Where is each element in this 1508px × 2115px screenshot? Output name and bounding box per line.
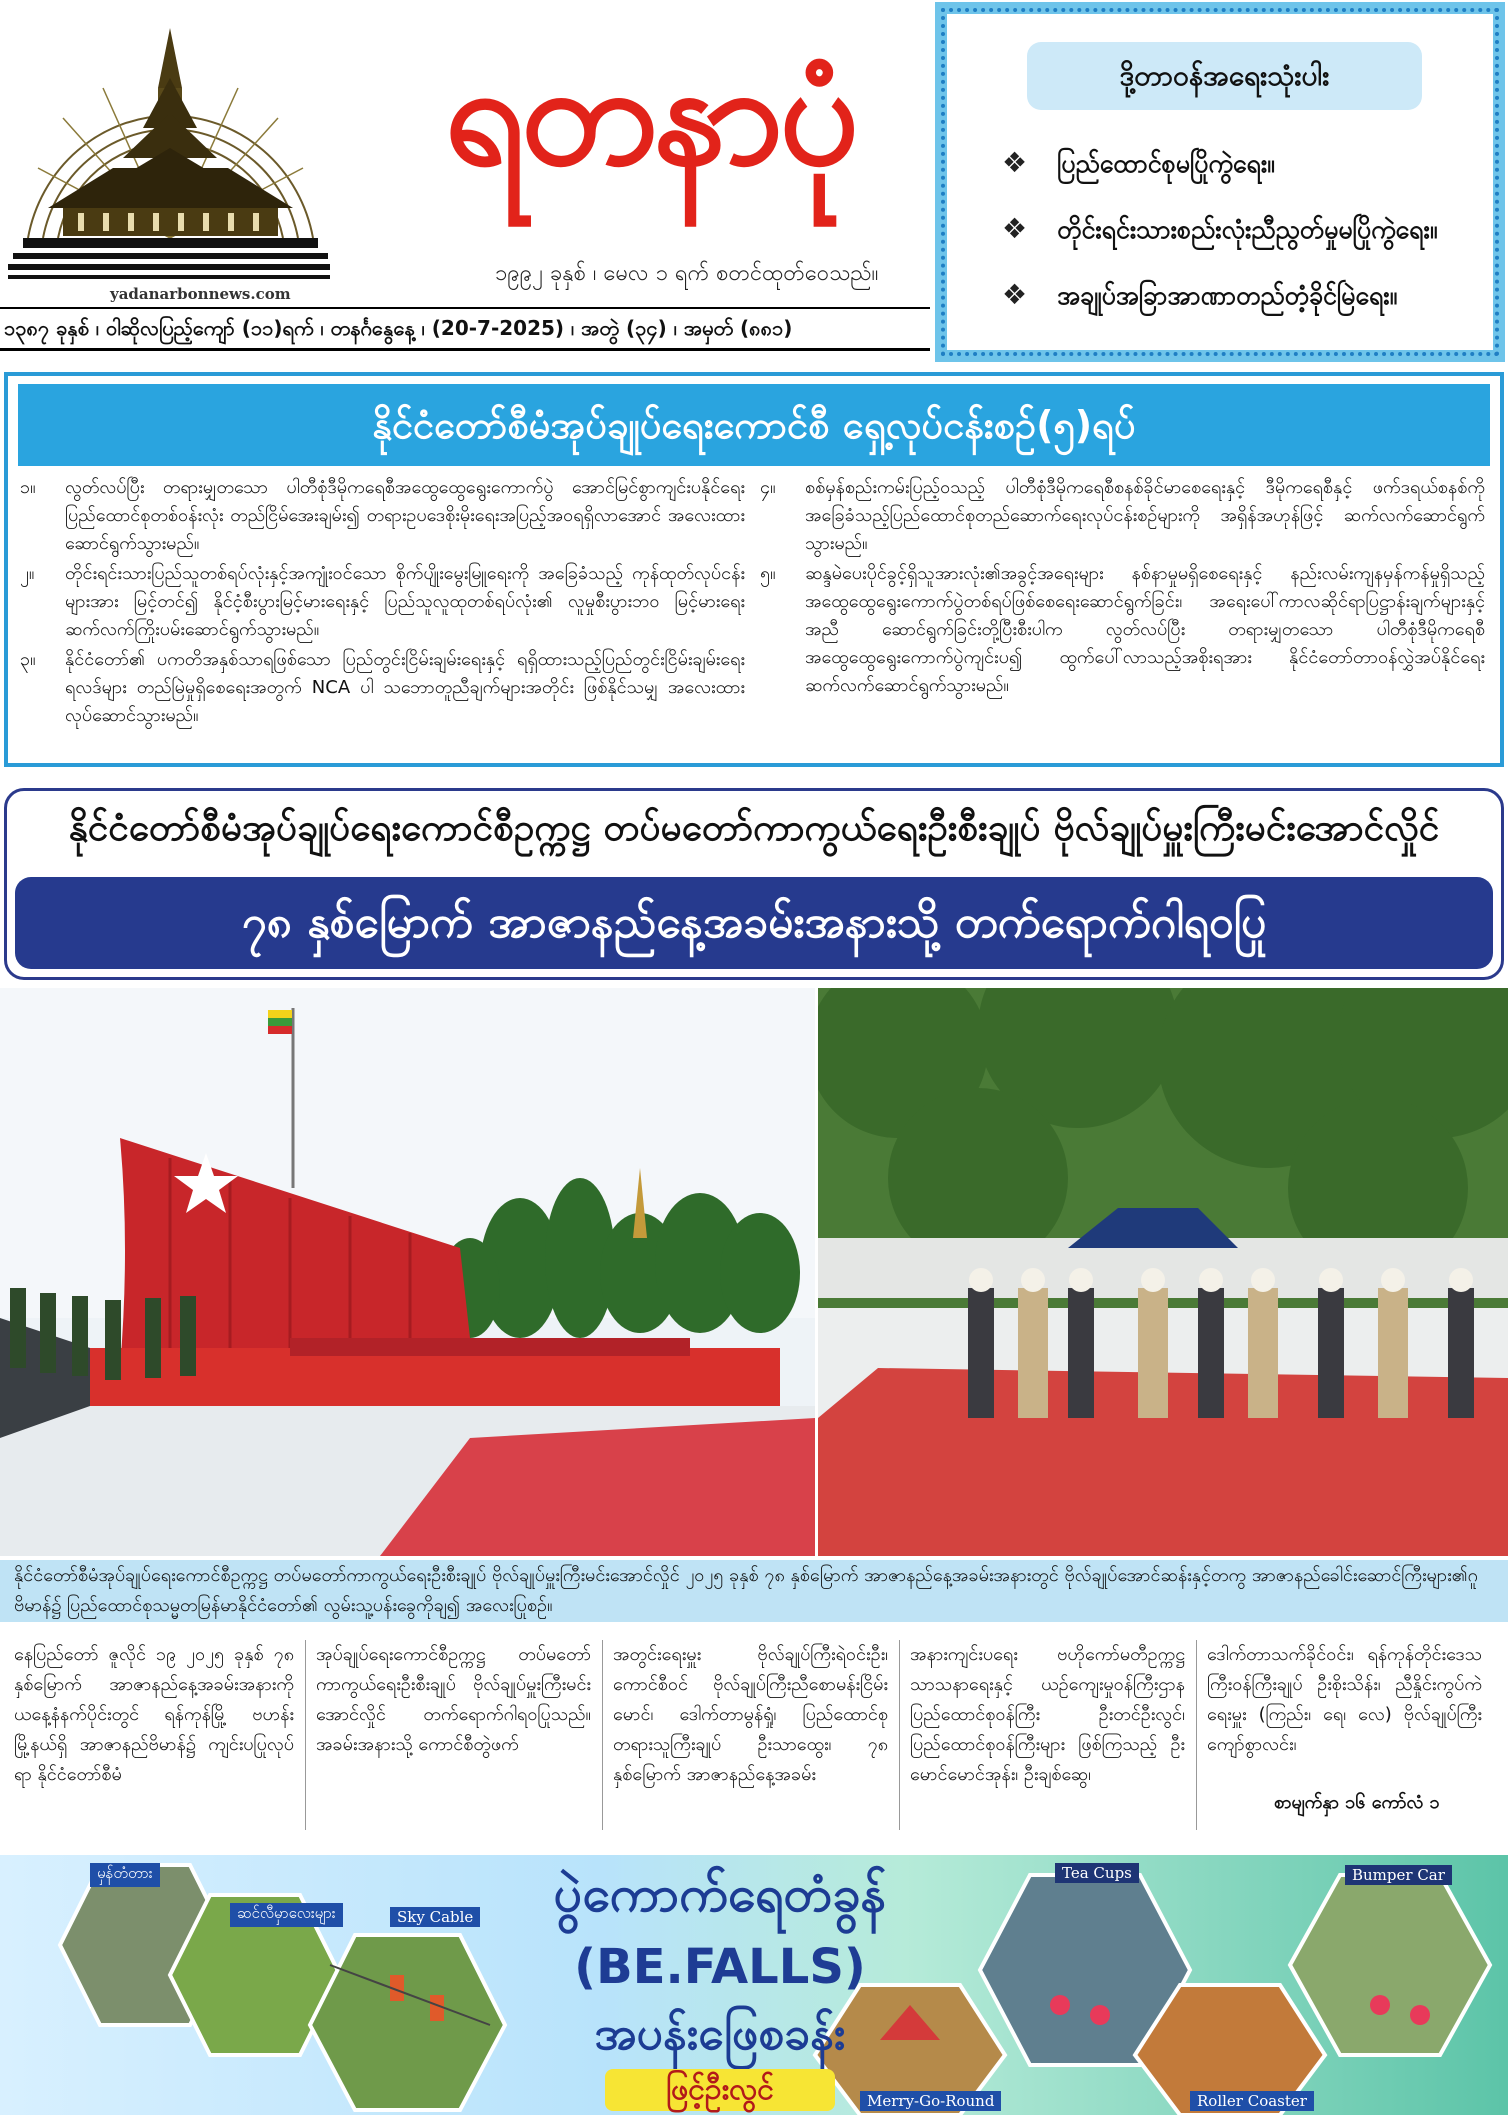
policy-box [4,372,1504,767]
advertisement [0,1855,1508,2115]
advert-label-bumper-car: Bumper Car [1345,1865,1452,1885]
palace-logo [8,8,330,308]
palace-logo-graphic [8,8,330,308]
policy-item-text: တိုင်းရင်းသားပြည်သူတစ်ရပ်လုံးနှင့်အကျုံးဝင်သော စိုက်ပျိုးမွေးမြူရေးကို အခြေခံသည့် ကုန်ထုတ်လုပ်ငန်းများအား မြင့်တင်၍ နိုင်ငံ့စီးပွားမြင့်မားရေးနှင့် ပြည်သူလူထုတစ်ရပ်လုံး၏ လူမှုစီးပွားဘဝ မြင့်မားရေး ဆက်လက်ကြိုးပမ်းဆောင်ရွက်သွားမည်။ [65,563,745,640]
article-column: အတွင်းရေးမှူး ဗိုလ်ချုပ်ကြီးရဲဝင်းဦး၊ ကောင်စီဝင် ဗိုလ်ချုပ်ကြီးညီစောမန်းငြိမ်းမောင်၊ ဒေါက်တာမွန်ရှုံ၊ ပြည်ထောင်စုတရားသူကြီးချုပ် ဦးသာထွေး၊ ၇၈ နှစ်မြောက် အာဇာနည်နေ့အခမ်း [613,1644,888,1785]
slogan-item [1002,278,1397,317]
column-divider [1196,1640,1197,1830]
slogan-title: ဒို့တာဝန်အရေးသုံးပါး [1027,42,1422,110]
policy-item [20,560,745,644]
advert-label-roller-coaster: Roller Coaster [1190,2091,1314,2111]
photo-caption: နိုင်ငံတော်စီမံအုပ်ချုပ်ရေးကောင်စီဥက္ကဋ္ဌ တပ်မတော်ကာကွယ်ရေးဦးစီးချုပ် ဗိုလ်ချုပ်မှူးကြီးမင်းအောင်လှိုင် ၂၀၂၅ ခုနှစ် ၇၈ နှစ်မြောက် အာဇာနည်နေ့အခမ်းအနားတွင် ဗိုလ်ချုပ်အောင်ဆန်းနှင့်တကွ အာဇာနည်ခေါင်းဆောင်ကြီးများ၏ဂူဗိမာန်၌ ပြည်ထောင်စုသမ္မတမြန်မာနိုင်ငံတော်၏ လွမ်းသူ့ပန်းခွေကိုချ၍ အလေးပြုစဉ်။ [0,1560,1508,1622]
policy-item [20,646,745,730]
photo-martyrs-mausoleum [0,988,815,1556]
policy-column-right [760,474,1485,702]
headline-box [4,788,1504,980]
column-divider [602,1640,603,1830]
headline-main: ၇၈ နှစ်မြောက် အာဇာနည်နေ့အခမ်းအနားသို့ တက်ရောက်ဂါရဝပြု [15,877,1493,969]
policy-item-number: ၃။ [20,649,36,670]
slogan-box [935,2,1505,362]
slogan-item [1002,212,1437,251]
diamond-bullet-icon: ❖ [1002,212,1028,245]
photo-wreath-ceremony [818,988,1508,1556]
policy-item-text: နိုင်ငံတော်၏ ပကတိအနှစ်သာရဖြစ်သော ပြည်တွင်းငြိမ်းချမ်းရေးနှင့် ရရှိထားသည့်ပြည်တွင်းငြိမ်းချမ်းရေးရလဒ်များ တည်မြဲမှုရှိစေရေးအတွက် NCA ပါ သဘောတူညီချက်များအတိုင်း ဖြစ်နိုင်သမျှ အလေးထားလုပ်ဆောင်သွားမည်။ [65,649,745,726]
dateline: ၁၃၈၇ ခုနှစ် ၊ ဝါဆိုလပြည့်ကျော် (၁၁)ရက် ၊ တနင်္ဂနွေနေ့ ၊ (20-7-2025) ၊ အတွဲ (၃၄) ၊ အမှတ် (၈၈၁) [0,307,930,351]
policy-item-number: ၁။ [20,477,36,498]
diamond-bullet-icon: ❖ [1002,278,1028,311]
policy-item-number: ၅။ [760,563,776,584]
policy-item-number: ၂။ [20,563,35,584]
slogan-item [1002,146,1275,185]
masthead [0,0,930,360]
headline-kicker: နိုင်ငံတော်စီမံအုပ်ချုပ်ရေးကောင်စီဥက္ကဋ္ဌ တပ်မတော်ကာကွယ်ရေးဦးစီးချုပ် ဗိုလ်ချုပ်မှူးကြီးမင်းအောင်လှိုင် [68,806,1440,849]
policy-item [760,560,1485,700]
advert-title: ပွဲကောက်ရေတံခွန် [553,1865,887,1923]
diamond-bullet-icon: ❖ [1002,146,1028,179]
column-divider [899,1640,900,1830]
advert-location: ဖြင့်ဦးလွင် [605,2069,835,2111]
article-column: အနားကျင်းပရေး ဗဟိုကော်မတီဥက္ကဋ္ဌ သာသနာရေးနှင့် ယဉ်ကျေးမှုဝန်ကြီးဌာန ပြည်ထောင်စုဝန်ကြီး ဦးတင်ဦးလွင်၊ ပြည်ထောင်စုဝန်ကြီးများ ဖြစ်ကြသည့် ဦးမောင်မောင်အုန်း၊ ဦးချစ်ဆွေ၊ [910,1644,1185,1785]
slogan-item-text: တိုင်းရင်းသားစည်းလုံးညီညွတ်မှုမပြိုကွဲရေး။ [1057,215,1438,244]
policy-item-number: ၄။ [760,477,776,498]
article-column: ဒေါက်တာသက်ခိုင်ဝင်း၊ ရန်ကုန်တိုင်းဒေသကြီးဝန်ကြီးချုပ် ဦးစိုးသိန်း၊ ညီနှိုင်းကွပ်ကဲရေးမှူး (ကြည်း၊ ရေ၊ လေ) ဗိုလ်ချုပ်ကြီးကျော်စွာလင်း၊ [1207,1644,1482,1755]
policy-item-text: လွတ်လပ်ပြီး တရားမျှတသော ပါတီစုံဒီမိုကရေစီအထွေထွေရွေးကောက်ပွဲ အောင်မြင်စွာကျင်းပနိုင်ရေး ပြည်ထောင်စုတစ်ဝန်းလုံး တည်ငြိမ်အေးချမ်း၍ တရားဥပဒေစိုးမိုးရေးအပြည့်အဝရရှိလာအောင် အလေးထားဆောင်ရွက်သွားမည်။ [65,477,745,554]
newspaper-name: ရတနာပုံ [444,33,856,197]
established-line: ၁၉၉၂ ခုနှစ် ၊ မေလ ၁ ရက် စတင်ထုတ်ဝေသည်။ [495,261,879,286]
advert-label-merry-go-round: Merry-Go-Round [860,2091,1001,2111]
article-column: နေပြည်တော် ဇူလိုင် ၁၉ ၂၀၂၅ ခုနှစ် ၇၈ နှစ်မြောက် အာဇာနည်နေ့အခမ်းအနားကို ယနေ့နံနက်ပိုင်းတွင် ရန်ကုန်မြို့ ဗဟန်းမြို့နယ်ရှိ အာဇာနည်ဗိမာန်၌ ကျင်းပပြုလုပ်ရာ နိုင်ငံတော်စီမံ [14,1644,294,1785]
advert-label-glass-bridge: မှန်တံတား [90,1863,160,1887]
policy-title: နိုင်ငံတော်စီမံအုပ်ချုပ်ရေးကောင်စီ ရှေ့လုပ်ငန်းစဉ်(၅)ရပ် [18,384,1490,466]
slogan-item-text: ပြည်ထောင်စုမပြိုကွဲရေး။ [1057,149,1275,178]
continued-on-page: စာမျက်နှာ ၁၆ ကော်လံ ၁ [1274,1792,1440,1813]
policy-column-left [20,474,745,732]
website-url[interactable]: yadanarbonnews.com [110,285,291,303]
advert-brand: (BE.FALLS) [574,1939,866,1995]
policy-item [20,474,745,558]
article-column: အုပ်ချုပ်ရေးကောင်စီဥက္ကဋ္ဌ တပ်မတော်ကာကွယ်ရေးဦးစီးချုပ် ဗိုလ်ချုပ်မှူးကြီးမင်းအောင်လှိုင် တက်ရောက်ဂါရဝပြုသည်။ အခမ်းအနားသို့ ကောင်စီတွဲဖက် [316,1644,591,1755]
advert-label-sky-cable: Sky Cable [390,1907,480,1927]
policy-item [760,474,1485,558]
advert-label-tea-cups: Tea Cups [1055,1863,1139,1883]
lead-article [14,1640,1494,1840]
advert-subtitle: အပန်းဖြေစခန်း [594,2006,846,2060]
policy-item-text: စစ်မှန်စည်းကမ်းပြည့်ဝသည့် ပါတီစုံဒီမိုကရေစီစနစ်ခိုင်မာစေရေးနှင့် ဒီမိုကရေစီနှင့် ဖက်ဒရယ်စနစ်ကို အခြေခံသည့်ပြည်ထောင်စုတည်ဆောက်ရေးလုပ်ငန်းစဉ်များကို အရှိန်အဟုန်ဖြင့် ဆက်လက်ဆောင်ရွက်သွားမည်။ [805,477,1485,554]
column-divider [305,1640,306,1830]
advert-label-swing: ဆင်လီမှာလေးများ [230,1903,343,1927]
slogan-item-text: အချုပ်အခြာအာဏာတည်တံ့ခိုင်မြဲရေး။ [1057,281,1398,310]
policy-item-text: ဆန္ဒမဲပေးပိုင်ခွင့်ရှိသူအားလုံး၏အခွင့်အရေးများ နစ်နာမှုမရှိစေရေးနှင့် နည်းလမ်းကျနမှန်ကန်မှုရှိသည့် အထွေထွေရွေးကောက်ပွဲတစ်ရပ်ဖြစ်စေရေးဆောင်ရွက်ခြင်း၊ အရေးပေါ်ကာလဆိုင်ရာပြဋ္ဌာန်းချက်များနှင့်အညီ ဆောင်ရွက်ခြင်းတို့ပြီးစီးပါက လွတ်လပ်ပြီး တရားမျှတသော ပါတီစုံဒီမိုကရေစီ အထွေထွေရွေးကောက်ပွဲကျင်းပ၍ ထွက်ပေါ်လာသည့်အစိုးရအား နိုင်ငံတော်တာဝန်လွှဲအပ်နိုင်ရေး ဆက်လက်ဆောင်ရွက်သွားမည်။ [805,563,1485,696]
